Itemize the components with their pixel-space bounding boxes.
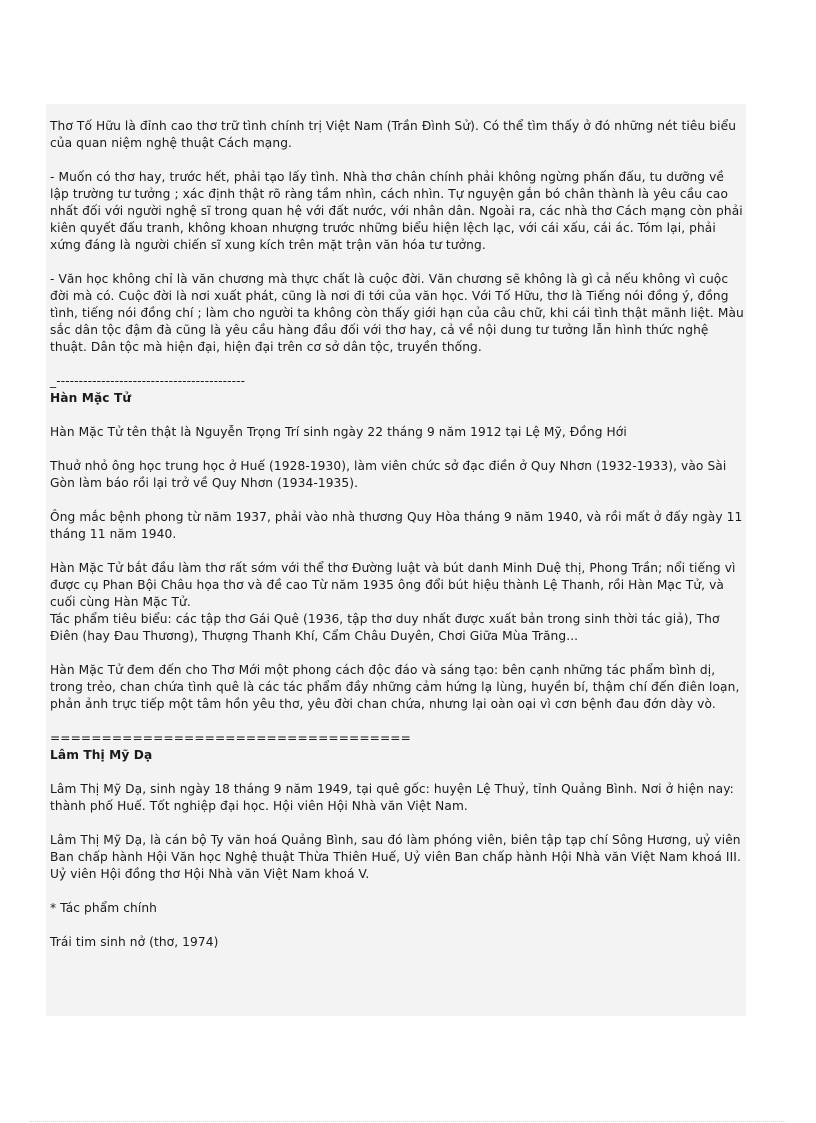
section-heading-han-mac-tu: Hàn Mặc Tử bbox=[50, 391, 132, 405]
divider-line: =================================== bbox=[50, 731, 411, 745]
paragraph: Thuở nhỏ ông học trung học ở Huế (1928-1930), làm viên chức sở đạc điền ở Quy Nhơn (1932-1933), vào Sài Gòn làm báo rồi lại trở về Quy Nhơn (1934-1935). bbox=[50, 459, 727, 490]
paragraph: - Muốn có thơ hay, trước hết, phải tạo lấy tình. Nhà thơ chân chính phải không ngừng phấn đấu, tu dưỡng về lập trường tư tưởng ; xác định thật rõ ràng tầm nhìn, cách nhìn. Tự nguyện gắn bó chân thành là yêu cầu cao nhất đối với người nghệ sĩ trong quan hệ với đất nước, với nhân dân. Ngoài ra, các nhà thơ Cách mạng còn phải kiên quyết đấu tranh, không khoan nhượng trước những biểu hiện lệch lạc, với cái xấu, cái ác. Tóm lại, phải xứng đáng là người chiến sĩ xung kích trên mặt trận văn hóa tư tưởng. bbox=[50, 170, 743, 252]
paragraph: Trái tim sinh nở (thơ, 1974) bbox=[50, 935, 219, 949]
document-page bbox=[46, 104, 746, 1016]
section-heading-lam-thi-my-da: Lâm Thị Mỹ Dạ bbox=[50, 748, 153, 762]
paragraph: - Văn học không chỉ là văn chương mà thực chất là cuộc đời. Văn chương sẽ không là gì cả nếu không vì cuộc đời mà có. Cuộc đời là nơi xuất phát, cũng là nơi đi tới của văn học. Với Tố Hữu, thơ là Tiếng nói đồng ý, đồng tình, tiếng nói đồng chí ; làm cho người ta không còn thấy giới hạn của câu chữ, khi cái tình thật mãnh liệt. Màu sắc dân tộc đậm đà cũng là yêu cầu hàng đầu đối với thơ hay, cả về nội dung tư tưởng lẫn hình thức nghệ thuật. Dân tộc mà hiện đại, hiện đại trên cơ sở dân tộc, truyền thống. bbox=[50, 272, 744, 354]
page-footer-rule bbox=[30, 1121, 786, 1122]
paragraph: * Tác phẩm chính bbox=[50, 901, 157, 915]
divider-line: _------------------------------------------ bbox=[50, 374, 246, 388]
paragraph: Hàn Mặc Tử đem đến cho Thơ Mới một phong cách độc đáo và sáng tạo: bên cạnh những tác phẩm bình dị, trong trẻo, chan chứa tình quê là các tác phẩm đầy những cảm hứng lạ lùng, huyền bí, thậm chí đến điên loạn, phản ảnh trực tiếp một tâm hồn yêu thơ, yêu đời chan chứa, nhưng lại oàn oại vì cơn bệnh đau đớn dày vò. bbox=[50, 663, 740, 711]
paragraph: Lâm Thị Mỹ Dạ, là cán bộ Ty văn hoá Quảng Bình, sau đó làm phóng viên, biên tập tạp chí Sông Hương, uỷ viên Ban chấp hành Hội Văn học Nghệ thuật Thừa Thiên Huế, Uỷ viên Ban chấp hành Hội Nhà văn Việt Nam khoá III. Uỷ viên Hội đồng thơ Hội Nhà văn Việt Nam khoá V. bbox=[50, 833, 741, 881]
paragraph: Ông mắc bệnh phong từ năm 1937, phải vào nhà thương Quy Hòa tháng 9 năm 1940, và rồi mất ở đấy ngày 11 tháng 11 năm 1940. bbox=[50, 510, 743, 541]
paragraph: Thơ Tố Hữu là đỉnh cao thơ trữ tình chính trị Việt Nam (Trần Đình Sử). Có thể tìm thấy ở đó những nét tiêu biểu của quan niệm nghệ thuật Cách mạng. bbox=[50, 119, 737, 150]
paragraph: Hàn Mặc Tử tên thật là Nguyễn Trọng Trí sinh ngày 22 tháng 9 năm 1912 tại Lệ Mỹ, Đồng Hới bbox=[50, 425, 627, 439]
paragraph: Lâm Thị Mỹ Dạ, sinh ngày 18 tháng 9 năm 1949, tại quê gốc: huyện Lệ Thuỷ, tỉnh Quảng Bình. Nơi ở hiện nay: thành phố Huế. Tốt nghiệp đại học. Hội viên Hội Nhà văn Việt Nam. bbox=[50, 782, 734, 813]
paragraph: Hàn Mặc Tử bắt đầu làm thơ rất sớm với thể thơ Đường luật và bút danh Minh Duệ thị, Phong Trần; nổi tiếng vì được cụ Phan Bội Châu họa thơ và đề cao Từ năm 1935 ông đổi bút hiệu thành Lệ Thanh, rồi Hàn Mạc Tử, và cuối cùng Hàn Mặc Tử. bbox=[50, 561, 736, 609]
paragraph: Tác phẩm tiêu biểu: các tập thơ Gái Quê (1936, tập thơ duy nhất được xuất bản trong sinh thời tác giả), Thơ Điên (hay Đau Thương), Thượng Thanh Khí, Cẩm Châu Duyên, Chơi Giữa Mùa Trăng... bbox=[50, 612, 720, 643]
document-body bbox=[46, 104, 746, 951]
